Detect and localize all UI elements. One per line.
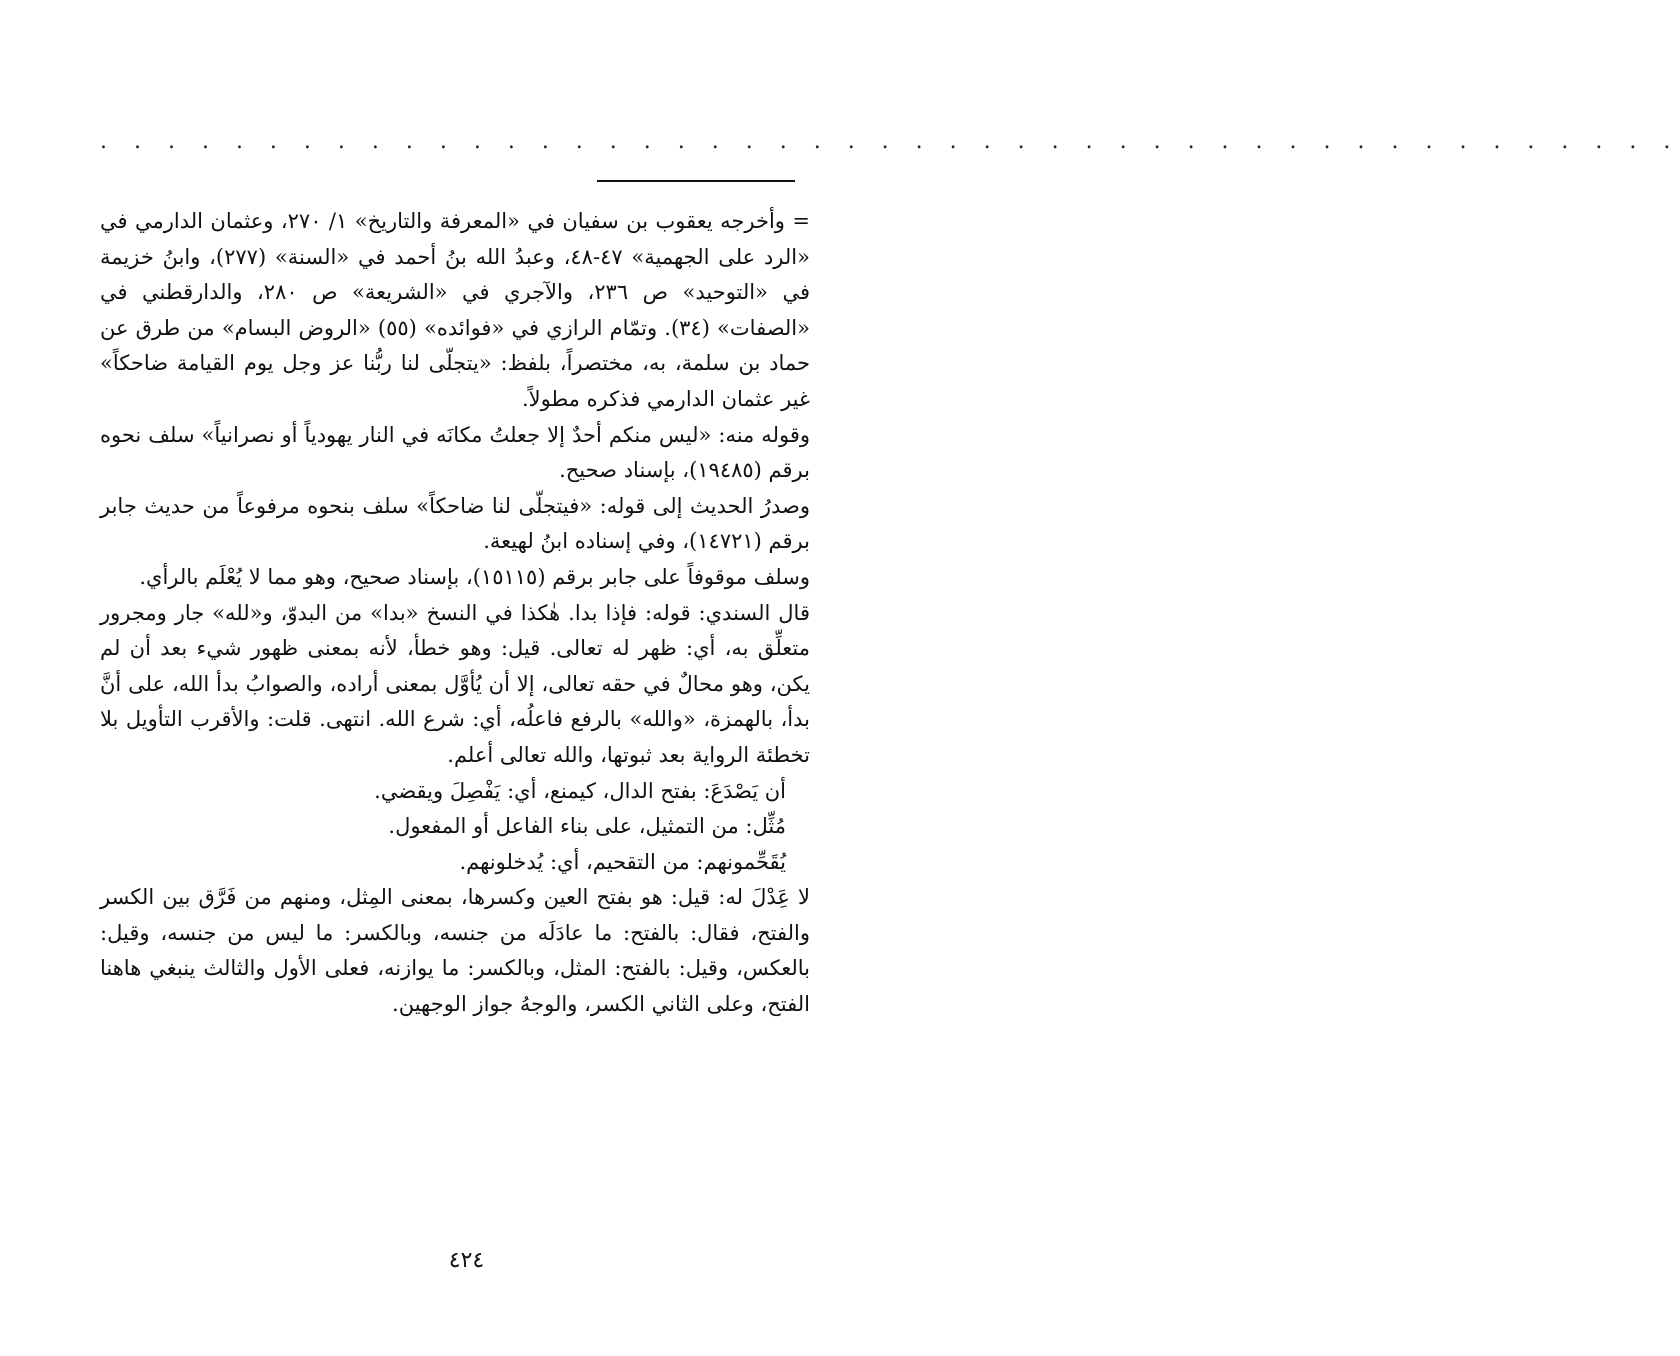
footnotes-block [100,204,810,1023]
footnote-paragraph: يُقَحِّمونهم: من التقحيم، أي: يُدخلونهم. [459,849,786,874]
footnote-paragraph: قال السندي: قوله: فإذا بدا. هٰكذا في النسخ «بدا» من البدوّ، و«لله» جار ومجرور متعلِّق به، أي: ظهر له تعالى. قيل: وهو خطأ، لأنه بمعنى ظهور شيء بعد أن لم يكن، وهو محالٌ في حقه تعالى، إلا أن يُأوَّل بمعنى أراده، والصوابُ بدأ الله، على أنَّ بدأ، بالهمزة، «والله» بالرفع فاعلُه، أي: شرع الله. انتهى. قلت: والأقرب التأويل بلا تخطئة الرواية بعد ثبوتها، والله تعالى أعلم. [100,600,810,767]
footnote-paragraph: وصدرُ الحديث إلى قوله: «فيتجلّى لنا ضاحكاً» سلف بنحوه مرفوعاً من حديث جابر برقم (١٤٧٢١)، وفي إسناده ابنُ لهيعة. [100,493,810,554]
footnote-paragraph: لا عَِدْلَ له: قيل: هو بفتح العين وكسرها، بمعنى المِثل، ومنهم من فَرَّق بين الكسر والفتح، فقال: بالفتح: ما عادَلَه من جنسه، وبالكسر: ما ليس من جنسه، وقيل: بالعكس، وقيل: بالفتح: المثل، وبالكسر: ما يوازنه، فعلى الأول والثالث ينبغي هاهنا الفتح، وعلى الثاني الكسر، والوجهُ جواز الوجهين. [100,885,810,1017]
footnote-rule [597,180,795,182]
page-number: ٤٢٤ [448,1248,485,1273]
footnote-paragraph: وسلف موقوفاً على جابر برقم (١٥١١٥)، بإسناد صحيح، وهو مما لا يُعْلَم بالرأي. [139,564,810,589]
footnote-paragraph: مُثِّل: من التمثيل، على بناء الفاعل أو المفعول. [388,814,786,839]
footnote-paragraph-continued: = وأخرجه يعقوب بن سفيان في «المعرفة والتاريخ» ١/ ٢٧٠، وعثمان الدارمي في «الرد على الجهمية» ٤٧-٤٨، وعبدُ الله بنُ أحمد في «السنة» (٢٧٧)، وابنُ خزيمة في «التوحيد» ص ٢٣٦، والآجري في «الشريعة» ص ٢٨٠، والدارقطني في «الصفات» (٣٤). وتمّام الرازي في «فوائده» (٥٥) «الروض البسام» من طرق عن حماد بن سلمة، به، مختصراً، بلفظ: «يتجلّى لنا ربُّنا عز وجل يوم القيامة ضاحكاً» غير عثمان الدارمي فذكره مطولاً. [100,209,810,411]
separator-dots: . . . . . . . . . . . . . . . . . . . . . . . . . . . . . . . . . . . . . . . . . . . . . . . [100,129,1680,154]
footnote-paragraph: وقوله منه: «ليس منكم أحدٌ إلا جعلتُ مكانَه في النار يهودياً أو نصرانياً» سلف نحوه برقم (١٩٤٨٥)، بإسناد صحيح. [100,422,810,483]
footnote-paragraph: أن يَصْدَعَ: بفتح الدال، كيمنع، أي: يَفْصِلَ ويقضي. [374,778,786,803]
